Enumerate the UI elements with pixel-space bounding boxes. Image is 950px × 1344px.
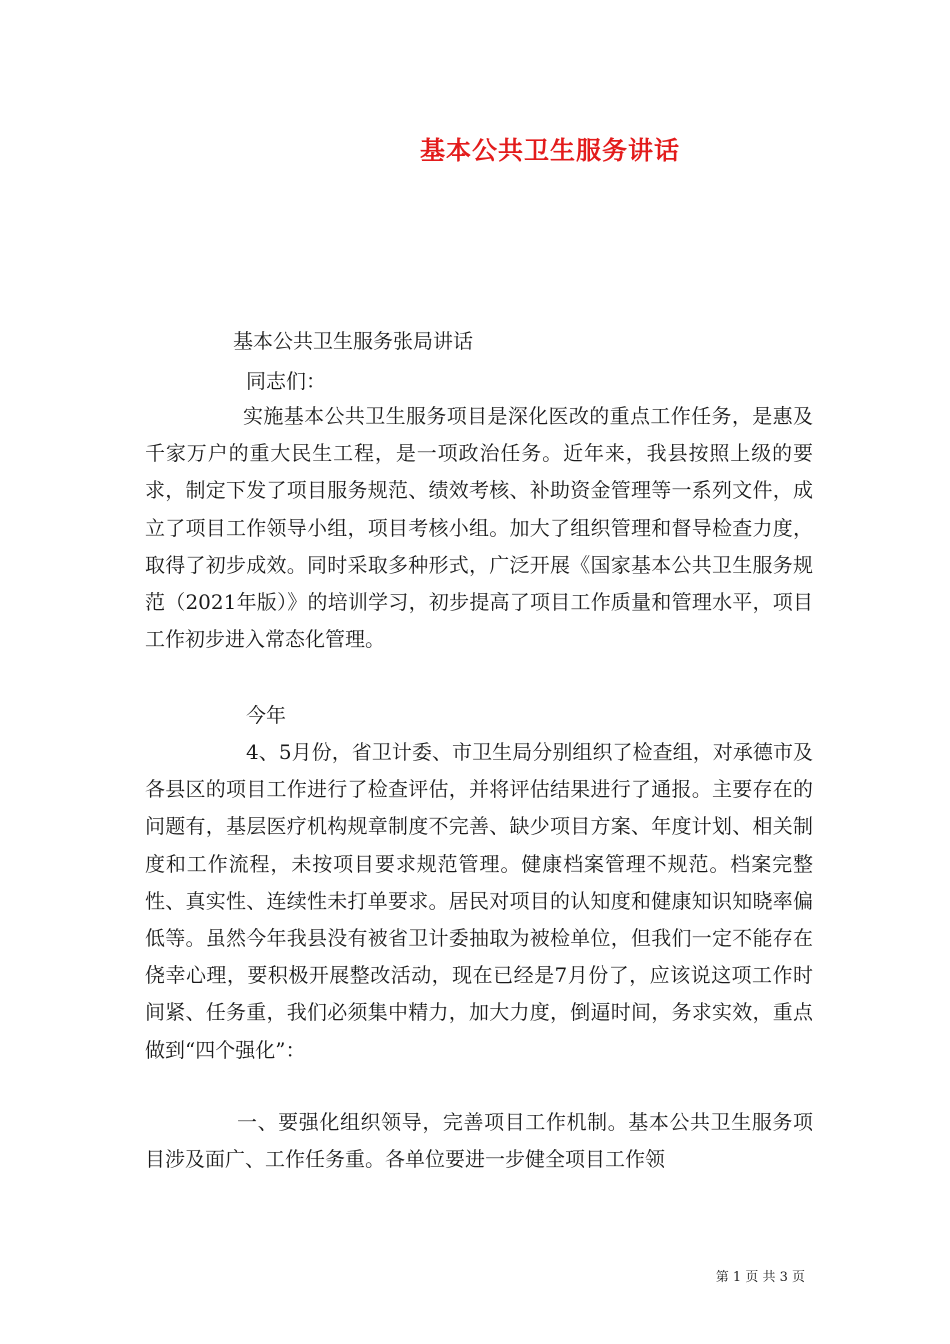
paragraph-section-one: 一、要强化组织领导，完善项目工作机制。基本公共卫生服务项目涉及面广、工作任务重。各单位要进一步健全项目工作领 (145, 1110, 813, 1172)
paragraph-inspection: 4、5月份，省卫计委、市卫生局分别组织了检查组，对承德市及各县区的项目工作进行了检查评估，并将评估结果进行了通报。主要存在的问题有，基层医疗机构规章制度不完善、缺少项目方案、年度计划、相关制度和工作流程，未按项目要求规范管理。健康档案管理不规范。档案完整性、真实性、连续性未打单要求。居民对项目的认知度和健康知识知晓率偏低等。虽然今年我县没有被省卫计委抽取为被检单位，但我们一定不能存在侥幸心理，要积极开展整改活动，现在已经是7月份了，应该说这项工作时间紧、任务重，我们必须集中精力，加大力度，倒逼时间，务求实效，重点做到“四个强化”： (145, 740, 813, 1062)
page-number: 第 1 页 共 3 页 (715, 1270, 805, 1285)
paragraph-intro: 实施基本公共卫生服务项目是深化医改的重点工作任务，是惠及千家万户的重大民生工程，是一项政治任务。近年来，我县按照上级的要求，制定下发了项目服务规范、绩效考核、补助资金管理等一系列文件，成立了项目工作领导小组，项目考核小组。加大了组织管理和督导检查力度，取得了初步成效。同时采取多种形式，广泛开展《国家基本公共卫生服务规范（2021年版）》的培训学习，初步提高了项目工作质量和管理水平，项目工作初步进入常态化管理。 (145, 404, 813, 652)
paragraph-this-year: 今年 (246, 703, 286, 727)
document-title: 基本公共卫生服务讲话 (419, 136, 680, 165)
greeting: 同志们： (246, 369, 326, 393)
speech-subtitle: 基本公共卫生服务张局讲话 (233, 329, 473, 353)
